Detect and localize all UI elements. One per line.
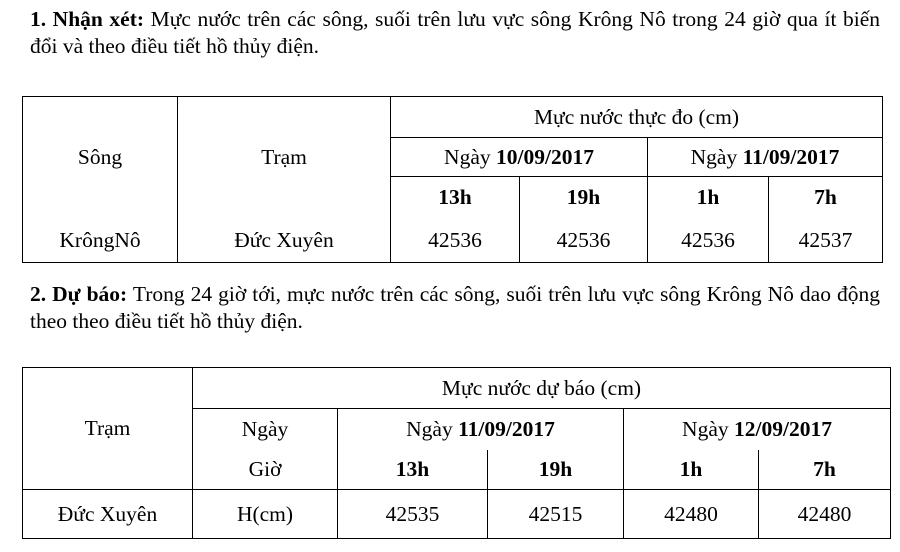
forecast-paragraph (30, 281, 880, 335)
observed-water-level-table (22, 96, 883, 263)
table-row (23, 490, 891, 539)
water-level-cell: 42536 (391, 219, 520, 263)
observed-day2-header: Ngày 11/09/2017 (648, 138, 883, 177)
observed-day1-header: Ngày 10/09/2017 (391, 138, 648, 177)
forecast-level-cell: 42515 (488, 490, 624, 539)
forecast-hour-header: 13h (338, 450, 488, 490)
hour-row-label: Giờ (193, 450, 338, 490)
forecast-text: Trong 24 giờ tới, mực nước trên các sông, suối trên lưu vực sông Krông Nô dao động theo theo điều tiết hồ thủy điện. (30, 282, 880, 333)
observation-heading: 1. Nhận xét: (30, 7, 145, 31)
observed-level-group-header: Mực nước thực đo (cm) (391, 97, 883, 138)
forecast-level-cell: 42480 (624, 490, 759, 539)
observed-hour-header: 13h (391, 177, 520, 219)
forecast-level-cell: 42535 (338, 490, 488, 539)
observed-hour-header: 19h (520, 177, 648, 219)
observed-hour-header: 1h (648, 177, 769, 219)
river-column-header: Sông (23, 97, 178, 219)
forecast-level-group-header: Mực nước dự báo (cm) (193, 368, 891, 409)
observation-text: Mực nước trên các sông, suối trên lưu vực sông Krông Nô trong 24 giờ qua ít biến đổi và theo điều tiết hồ thủy điện. (30, 7, 880, 58)
forecast-water-level-table (22, 367, 891, 539)
station-name-cell: Đức Xuyên (178, 219, 391, 263)
forecast-day1-header: Ngày 11/09/2017 (338, 409, 624, 450)
forecast-hour-header: 1h (624, 450, 759, 490)
unit-cell: H(cm) (193, 490, 338, 539)
table-row (23, 219, 883, 263)
forecast-heading: 2. Dự báo: (30, 282, 128, 306)
observation-paragraph (30, 6, 880, 60)
forecast-level-cell: 42480 (759, 490, 891, 539)
station-name-cell: Đức Xuyên (23, 490, 193, 539)
observed-hour-header: 7h (769, 177, 883, 219)
station-column-header: Trạm (178, 97, 391, 219)
forecast-day2-header: Ngày 12/09/2017 (624, 409, 891, 450)
water-level-cell: 42536 (520, 219, 648, 263)
water-level-cell: 42536 (648, 219, 769, 263)
water-level-cell: 42537 (769, 219, 883, 263)
forecast-hour-header: 19h (488, 450, 624, 490)
forecast-station-column-header: Trạm (23, 368, 193, 490)
day-row-label: Ngày (193, 409, 338, 450)
forecast-hour-header: 7h (759, 450, 891, 490)
river-name-cell: KrôngNô (23, 219, 178, 263)
